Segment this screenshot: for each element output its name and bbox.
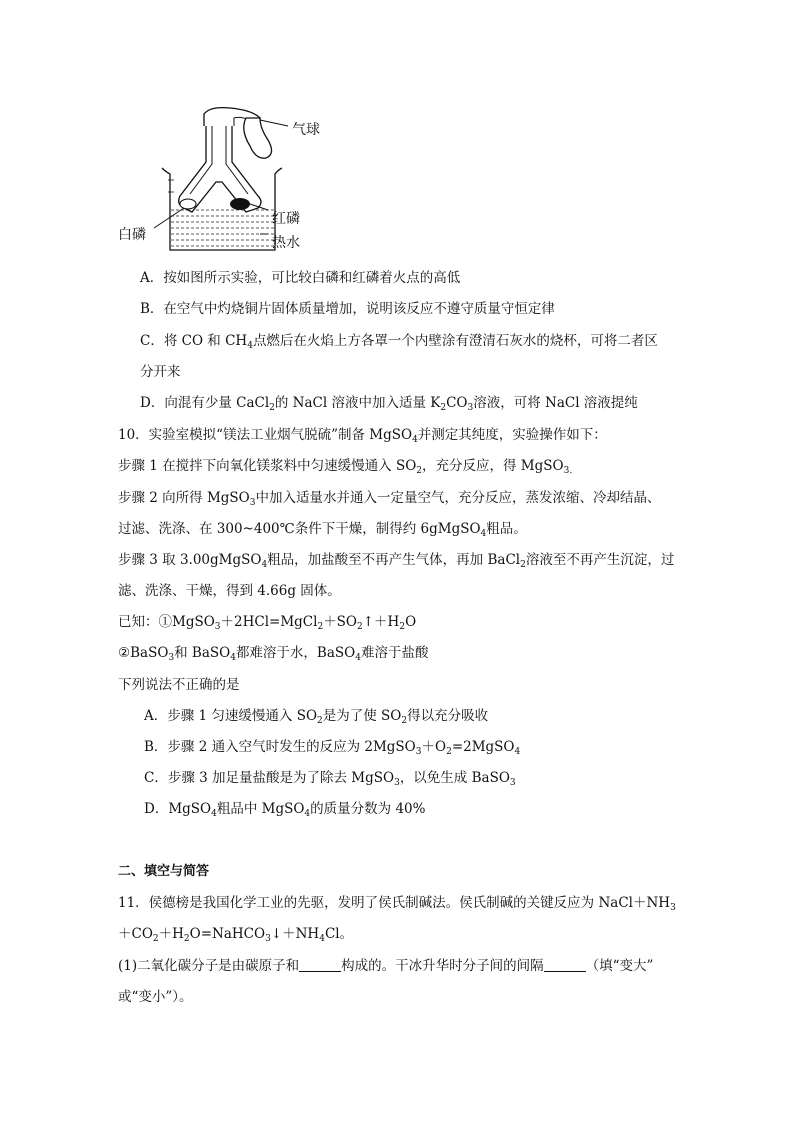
q11-line-1: 11．侯德榜是我国化学工业的先驱，发明了侯氏制碱法。侯氏制碱的关键反应为 $NaCl+NH_3$ [118, 895, 676, 913]
white-phosphorus [180, 199, 196, 209]
q10-step2: 步骤 2 向所得 MgSO$_3$中加入适量水并通入一定量空气，充分反应，蒸发浓缩、冷却结晶、 [118, 490, 661, 508]
label-balloon: 气球 [292, 122, 320, 138]
q11-part-1: (1)二氧化碳分子是由碳原子和 构成的。干冰升华时分子间的间隔 （填“变大” [118, 958, 654, 974]
q10-question: 下列说法不正确的是 [118, 677, 240, 693]
q9-option-a: A．按如图所示实验，可比较白磷和红磷着火点的高低 [140, 270, 461, 286]
section-heading: 二、填空与简答 [118, 864, 210, 879]
q10-step3-cont: 滤、洗涤、干燥，得到 4.66g 固体。 [118, 583, 341, 599]
label-red-phosphorus: 红磷 [272, 211, 300, 227]
q10-known-1: 已知：$①MgSO_3+2HCl=MgCl_2+SO_2↑+H_2O$ [118, 614, 417, 632]
q9-option-d: D．向混有少量 CaCl$_2$的 NaCl 溶液中加入适量 $K_2CO_3$溶液，可将 NaCl 溶液提纯 [140, 395, 638, 413]
answer-blank-2[interactable] [544, 957, 586, 972]
hot-water [171, 210, 274, 246]
q10-known-2: ②BaSO$_3$和 BaSO$_4$都难溶于水，BaSO$_4$难溶于盐酸 [118, 645, 429, 663]
red-phosphorus [230, 198, 250, 210]
q10-option-a: A．步骤 1 匀速缓慢通入 $SO_2$是为了使 $SO_2$得以充分吸收 [144, 708, 489, 726]
q10-step3: 步骤 3 取 3.00gMgSO$_4$粗品，加盐酸至不再产生气体，再加 BaCl$_2$溶液至不再产生沉淀，过 [118, 552, 675, 570]
q9-option-c-cont: 分开来 [140, 364, 181, 380]
q10-step2-cont: 过滤、洗涤、在 300~400℃条件下干燥，制得约 6gMgSO$_4$粗品。 [118, 521, 527, 539]
label-hot-water: 热水 [272, 235, 300, 251]
q10-option-c: C．步骤 3 加足量盐酸是为了除去 MgSO$_3$，以免生成 BaSO$_3$ [144, 770, 516, 788]
balloon [244, 118, 272, 158]
q10-title: 10．实验室模拟“镁法工业烟气脱硫”制备 MgSO$_4$并测定其纯度，实验操作如下： [118, 427, 607, 445]
q10-option-b: B．步骤 2 通入空气时发生的反应为 $2MgSO_3+O_2=2MgSO_4$ [144, 739, 521, 757]
q11-part-1-cont: 或“变小”）。 [118, 989, 193, 1005]
q10-option-d: D．MgSO$_4$粗品中 MgSO$_4$的质量分数为 40% [144, 801, 426, 819]
label-white-phosphorus: 白磷 [118, 227, 146, 243]
q9-option-b: B．在空气中灼烧铜片固体质量增加，说明该反应不遵守质量守恒定律 [140, 301, 555, 317]
q9-option-c: C．将 CO 和 $CH_4$点燃后在火焰上方各罩一个内壁涂有澄清石灰水的烧杯，可将二者区 [140, 333, 658, 351]
q10-step1: 步骤 1 在搅拌下向氧化镁浆料中匀速缓慢通入 $SO_2$，充分反应，得 MgSO$_{3.}$ [118, 458, 573, 476]
answer-blank-1[interactable] [299, 957, 341, 972]
q11-line-2: $+CO_2+H_2O=NaHCO_3↓+NH_4Cl$。 [118, 926, 354, 944]
